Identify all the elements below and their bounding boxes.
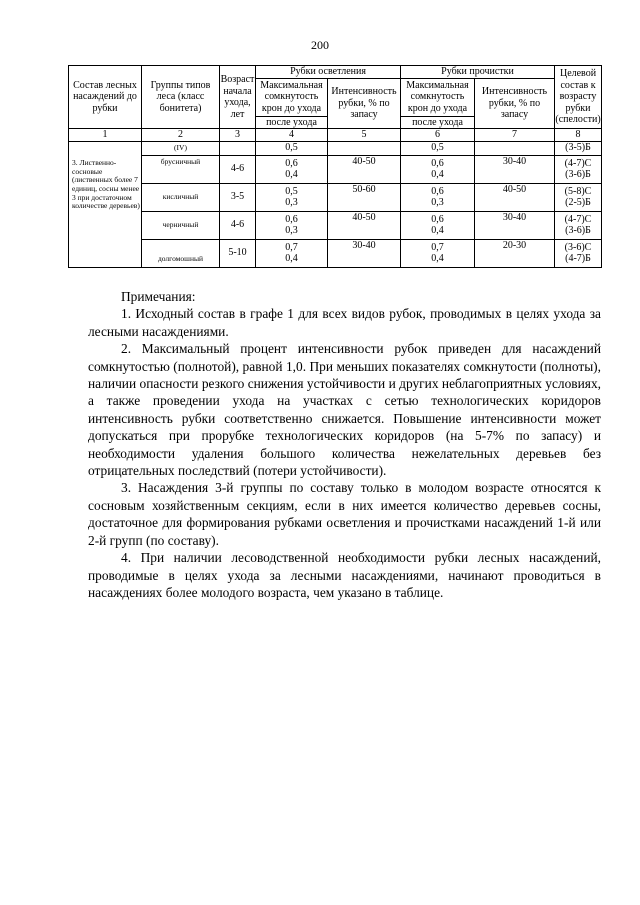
- note-item: 2. Максимальный процент интенсивности рубок приведен для насаждений сомкнутостью (полнотой), равной 1,0. При меньших показателях сомкнутости (полноты), наличии опасности резкого снижения устойчивости и других неблагоприятных условиях, а также проведении ухода на участках с сетью технологических коридоров интенсивность рубки соответственно снижается. Повышение интенсивности может допускаться при прорубке технологических коридоров (на 5-7% по запасу) и необходимости удаления большого количества нежелательных деревьев без отрицательных последствий (потери устойчивости).: [88, 341, 601, 479]
- intensity-value: 40-50: [328, 211, 401, 239]
- value-after: 0,3: [431, 197, 444, 208]
- value-before: 0,6: [431, 213, 444, 225]
- max-closure-value: [256, 239, 328, 267]
- intensity-value: 40-50: [475, 183, 555, 211]
- notes-section: [88, 288, 601, 601]
- value-pine: (4-7)С: [564, 213, 592, 225]
- col-number: 2: [142, 129, 220, 142]
- header-osvetleniya: Рубки осветления: [256, 66, 401, 79]
- value-after: 0,3: [285, 225, 298, 236]
- value-before: 0,6: [431, 157, 444, 169]
- value-before: 0,6: [285, 213, 298, 225]
- value-pine: (5-8)С: [564, 185, 592, 197]
- value-pine: (4-7)С: [564, 157, 592, 169]
- col-number: 1: [69, 129, 142, 142]
- note-item: 1. Исходный состав в графе 1 для всех видов рубок, проводимых в целях ухода за лесными насаждениями.: [88, 306, 601, 339]
- col-number: 5: [328, 129, 401, 142]
- header-after-care-1: после ухода: [256, 116, 328, 129]
- target-composition-value: (3-5)Б: [555, 141, 602, 155]
- notes-heading: Примечания:: [121, 289, 196, 304]
- cell-empty: [475, 141, 555, 155]
- header-prochistki: Рубки прочистки: [401, 66, 555, 79]
- intensity-value: 30-40: [475, 211, 555, 239]
- value-birch: (3-6)Б: [565, 225, 591, 236]
- value-birch: (4-7)Б: [565, 253, 591, 264]
- target-composition-value: [555, 155, 602, 183]
- forest-type: долгомошный: [142, 239, 220, 267]
- value-before: 0,6: [431, 185, 444, 197]
- forest-type: брусничный: [142, 155, 220, 183]
- intensity-value: 50-60: [328, 183, 401, 211]
- col-number: 4: [256, 129, 328, 142]
- header-after-care-2: после ухода: [401, 116, 475, 129]
- value-before: 0,6: [285, 157, 298, 169]
- max-closure-value: [401, 155, 475, 183]
- header-intensity-2: Интенсивность рубки, % по запасу: [475, 78, 555, 129]
- value-after: 0,4: [431, 253, 444, 264]
- value-after: 0,4: [431, 169, 444, 180]
- value-after: 0,3: [285, 197, 298, 208]
- page-number: 200: [311, 38, 329, 52]
- target-composition-value: [555, 211, 602, 239]
- max-closure-value: [256, 211, 328, 239]
- note-item: 3. Насаждения 3-й группы по составу только в молодом возрасте относятся к сосновым хозяйственным секциям, если в них имеется количество деревьев сосны, достаточное для формирования рубками осветления и прочистками насаждений 1-й или 2-й групп (по составу).: [88, 480, 601, 548]
- start-age: 5-10: [220, 239, 256, 267]
- value-pine: (3-6)С: [564, 241, 592, 253]
- intensity-value: 30-40: [328, 239, 401, 267]
- start-age: 3-5: [220, 183, 256, 211]
- max-closure-value: [256, 155, 328, 183]
- header-forest-groups: Группы типов леса (класс бонитета): [142, 66, 220, 129]
- max-closure-value: [401, 239, 475, 267]
- header-max-closure-1: Максимальная сомкнутость крон до ухода: [256, 78, 328, 116]
- max-closure-value: 0,5: [401, 141, 475, 155]
- value-after: 0,4: [285, 169, 298, 180]
- col-number: 3: [220, 129, 256, 142]
- composition-label: 3. Лиственно-сосновые (лиственных более 7 единиц, сосны менее 3 при достаточном количестве деревьев): [69, 155, 142, 267]
- col-number: 8: [555, 129, 602, 142]
- cell-empty: [69, 141, 142, 155]
- value-birch: (2-5)Б: [565, 197, 591, 208]
- max-closure-value: 0,5: [256, 141, 328, 155]
- max-closure-value: [401, 183, 475, 211]
- intensity-value: 20-30: [475, 239, 555, 267]
- header-target-composition: Целевой состав к возрасту рубки (спелости): [555, 66, 602, 129]
- intensity-value: 40-50: [328, 155, 401, 183]
- header-intensity-1: Интенсивность рубки, % по запасу: [328, 78, 401, 129]
- forest-type: кисличный: [142, 183, 220, 211]
- col-number: 6: [401, 129, 475, 142]
- value-after: 0,4: [285, 253, 298, 264]
- header-composition: Состав лесных насаждений до рубки: [69, 66, 142, 129]
- target-composition-value: [555, 183, 602, 211]
- header-max-closure-2: Максимальная сомкнутость крон до ухода: [401, 78, 475, 116]
- header-start-age: Возраст начала ухода, лет: [220, 66, 256, 129]
- value-before: 0,7: [431, 241, 444, 253]
- forest-type: черничный: [142, 211, 220, 239]
- cell-empty: [220, 141, 256, 155]
- max-closure-value: [256, 183, 328, 211]
- target-composition-value: [555, 239, 602, 267]
- start-age: 4-6: [220, 211, 256, 239]
- group-class: (IV): [142, 141, 220, 155]
- thinning-table: [68, 65, 602, 268]
- value-after: 0,4: [431, 225, 444, 236]
- value-before: 0,7: [285, 241, 298, 253]
- col-number: 7: [475, 129, 555, 142]
- value-before: 0,5: [285, 185, 298, 197]
- max-closure-value: [401, 211, 475, 239]
- intensity-value: 30-40: [475, 155, 555, 183]
- note-item: 4. При наличии лесоводственной необходимости рубки лесных насаждений, проводимые в целях ухода за лесными насаждениями, начинают проводиться в насаждениях более молодого возраста, чем указано в таблице.: [88, 550, 601, 600]
- value-birch: (3-6)Б: [565, 169, 591, 180]
- start-age: 4-6: [220, 155, 256, 183]
- cell-empty: [328, 141, 401, 155]
